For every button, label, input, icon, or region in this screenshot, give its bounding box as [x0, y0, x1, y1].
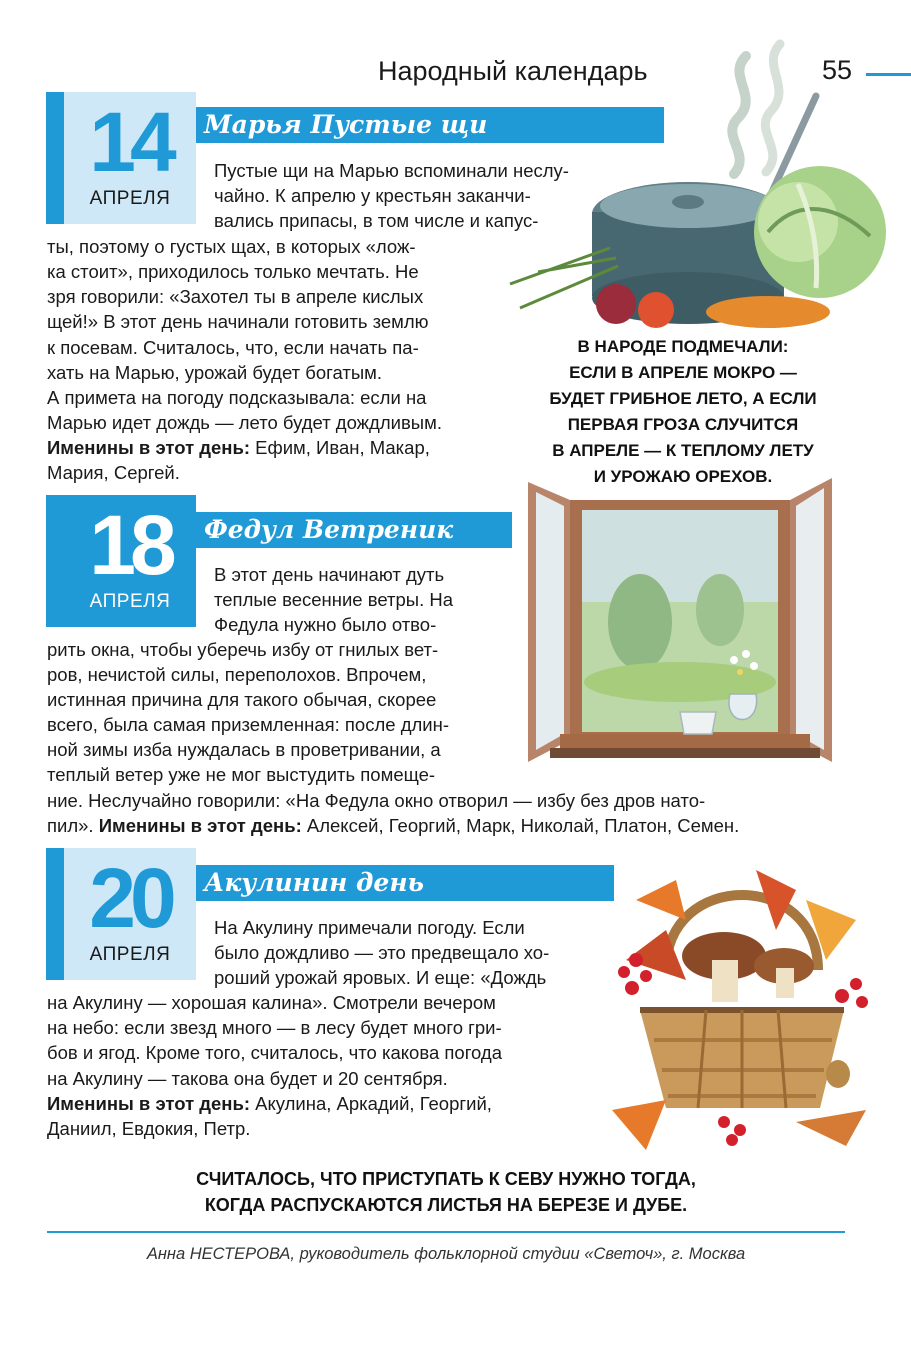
date-month: АПРЕЛЯ	[89, 188, 171, 209]
article-line: теплый ветер уже не мог выстудить помеще-	[47, 764, 436, 785]
article-line: чайно. К апрелю у крестьян заканчи-	[214, 185, 531, 206]
folk-observation-callout	[528, 334, 838, 490]
article-line: теплые весенние ветры. На	[214, 589, 454, 610]
section-title-band	[190, 107, 664, 143]
callout-line: ПЕРВАЯ ГРОЗА СЛУЧИТСЯ	[567, 415, 799, 434]
article-line: было дождливо — это предвещало хо-	[214, 942, 550, 963]
section-title: Акулинин день	[204, 868, 425, 897]
name-days-line: Мария, Сергей.	[47, 462, 180, 483]
article-line: ров, нечистой силы, переполохов. Впрочем,	[47, 664, 427, 685]
article-line: зря говорили: «Захотел ты в апреле кислых	[47, 286, 424, 307]
name-days-line	[47, 813, 739, 838]
section-title: Федул Ветреник	[204, 515, 454, 544]
article-line: ние. Неслучайно говорили: «На Федула окно отворил — избу без дров нато-	[47, 790, 706, 811]
date-badge	[46, 92, 196, 224]
article-line: роший урожай яровых. И еще: «Дождь	[214, 967, 547, 988]
date-month: АПРЕЛЯ	[89, 591, 171, 612]
article-line: В этот день начинают дуть	[214, 564, 445, 585]
sowing-note	[47, 1166, 845, 1218]
section-title-band	[190, 865, 614, 901]
section-title-band	[190, 512, 512, 548]
author-credit: Анна НЕСТЕРОВА, руководитель фольклорной студии «Светоч», г. Москва	[146, 1245, 746, 1263]
article-line: ты, поэтому о густых щах, в которых «лож-	[47, 236, 416, 257]
article-line: хать на Марью, урожай будет богатым.	[47, 362, 383, 383]
name-days-label: Именины в этот день:	[47, 437, 251, 458]
article-line: щей!» В этот день начинали готовить землю	[47, 311, 429, 332]
article-line: на небо: если звезд много — в лесу будет много гри-	[47, 1017, 502, 1038]
cabbage-soup-pot-illustration	[498, 36, 898, 332]
page-title: Народный календарь	[378, 56, 648, 86]
article-line: На Акулину примечали погоду. Если	[214, 917, 525, 938]
name-days-line: Даниил, Евдокия, Петр.	[47, 1118, 251, 1139]
name-days-list: Ефим, Иван, Макар,	[250, 437, 430, 458]
date-badge	[46, 495, 196, 627]
name-days-list: Акулина, Аркадий, Георгий,	[250, 1093, 492, 1114]
article-line: ной зимы изба нуждалась в проветривании, а	[47, 739, 441, 760]
name-days-line	[47, 1091, 492, 1116]
date-day: 14	[89, 95, 171, 189]
article-line: ка стоит», приходилось только мечтать. Не	[47, 261, 419, 282]
article-line: Марью идет дождь — лето будет дождливым.	[47, 412, 442, 433]
name-days-label: Именины в этот день:	[47, 1093, 251, 1114]
callout-line: В НАРОДЕ ПОДМЕЧАЛИ:	[577, 337, 789, 356]
name-days-line	[47, 435, 430, 460]
article-line: Федула нужно было отво-	[214, 614, 437, 635]
callout-line: В АПРЕЛЕ — К ТЕПЛОМУ ЛЕТУ	[552, 441, 814, 460]
footer-rule	[47, 1231, 845, 1233]
date-day: 20	[89, 851, 171, 945]
article-line: всего, была самая приземленная: после длин-	[47, 714, 449, 735]
article-line: А примета на погоду подсказывала: если на	[47, 387, 427, 408]
article-line: бов и ягод. Кроме того, считалось, что какова погода	[47, 1042, 503, 1063]
date-badge	[46, 848, 196, 980]
page-number: 55	[822, 55, 853, 85]
callout-line: И УРОЖАЮ ОРЕХОВ.	[593, 467, 773, 486]
mushroom-basket-illustration	[606, 860, 878, 1150]
article-line: рить окна, чтобы уберечь избу от гнилых вет-	[47, 639, 439, 660]
open-window-illustration	[520, 472, 840, 778]
section-title: Марья Пустые щи	[204, 110, 488, 139]
name-days-label: Именины в этот день:	[98, 815, 302, 836]
article-line: к посевам. Считалось, что, если начать па-	[47, 337, 419, 358]
callout-line: БУДЕТ ГРИБНОЕ ЛЕТО, А ЕСЛИ	[549, 389, 817, 408]
date-day: 18	[89, 498, 171, 592]
sowing-note-line: КОГДА РАСПУСКАЮТСЯ ЛИСТЬЯ НА БЕРЕЗЕ И ДУБЕ.	[204, 1195, 688, 1215]
name-days-list: Алексей, Георгий, Марк, Николай, Платон, Семен.	[301, 815, 740, 836]
article-line: на Акулину — такова она будет и 20 сентября.	[47, 1068, 448, 1089]
article-line: вались припасы, в том числе и капус-	[214, 210, 539, 231]
date-month: АПРЕЛЯ	[89, 944, 171, 965]
callout-line: ЕСЛИ В АПРЕЛЕ МОКРО —	[569, 363, 797, 382]
article-line-end: пил».	[47, 815, 99, 836]
sowing-note-line: СЧИТАЛОСЬ, ЧТО ПРИСТУПАТЬ К СЕВУ НУЖНО ТОГДА,	[196, 1169, 696, 1189]
article-line: Пустые щи на Марью вспоминали неслу-	[214, 160, 569, 181]
article-line: истинная причина для такого обычая, скорее	[47, 689, 437, 710]
article-line: на Акулину — хорошая калина». Смотрели вечером	[47, 992, 496, 1013]
